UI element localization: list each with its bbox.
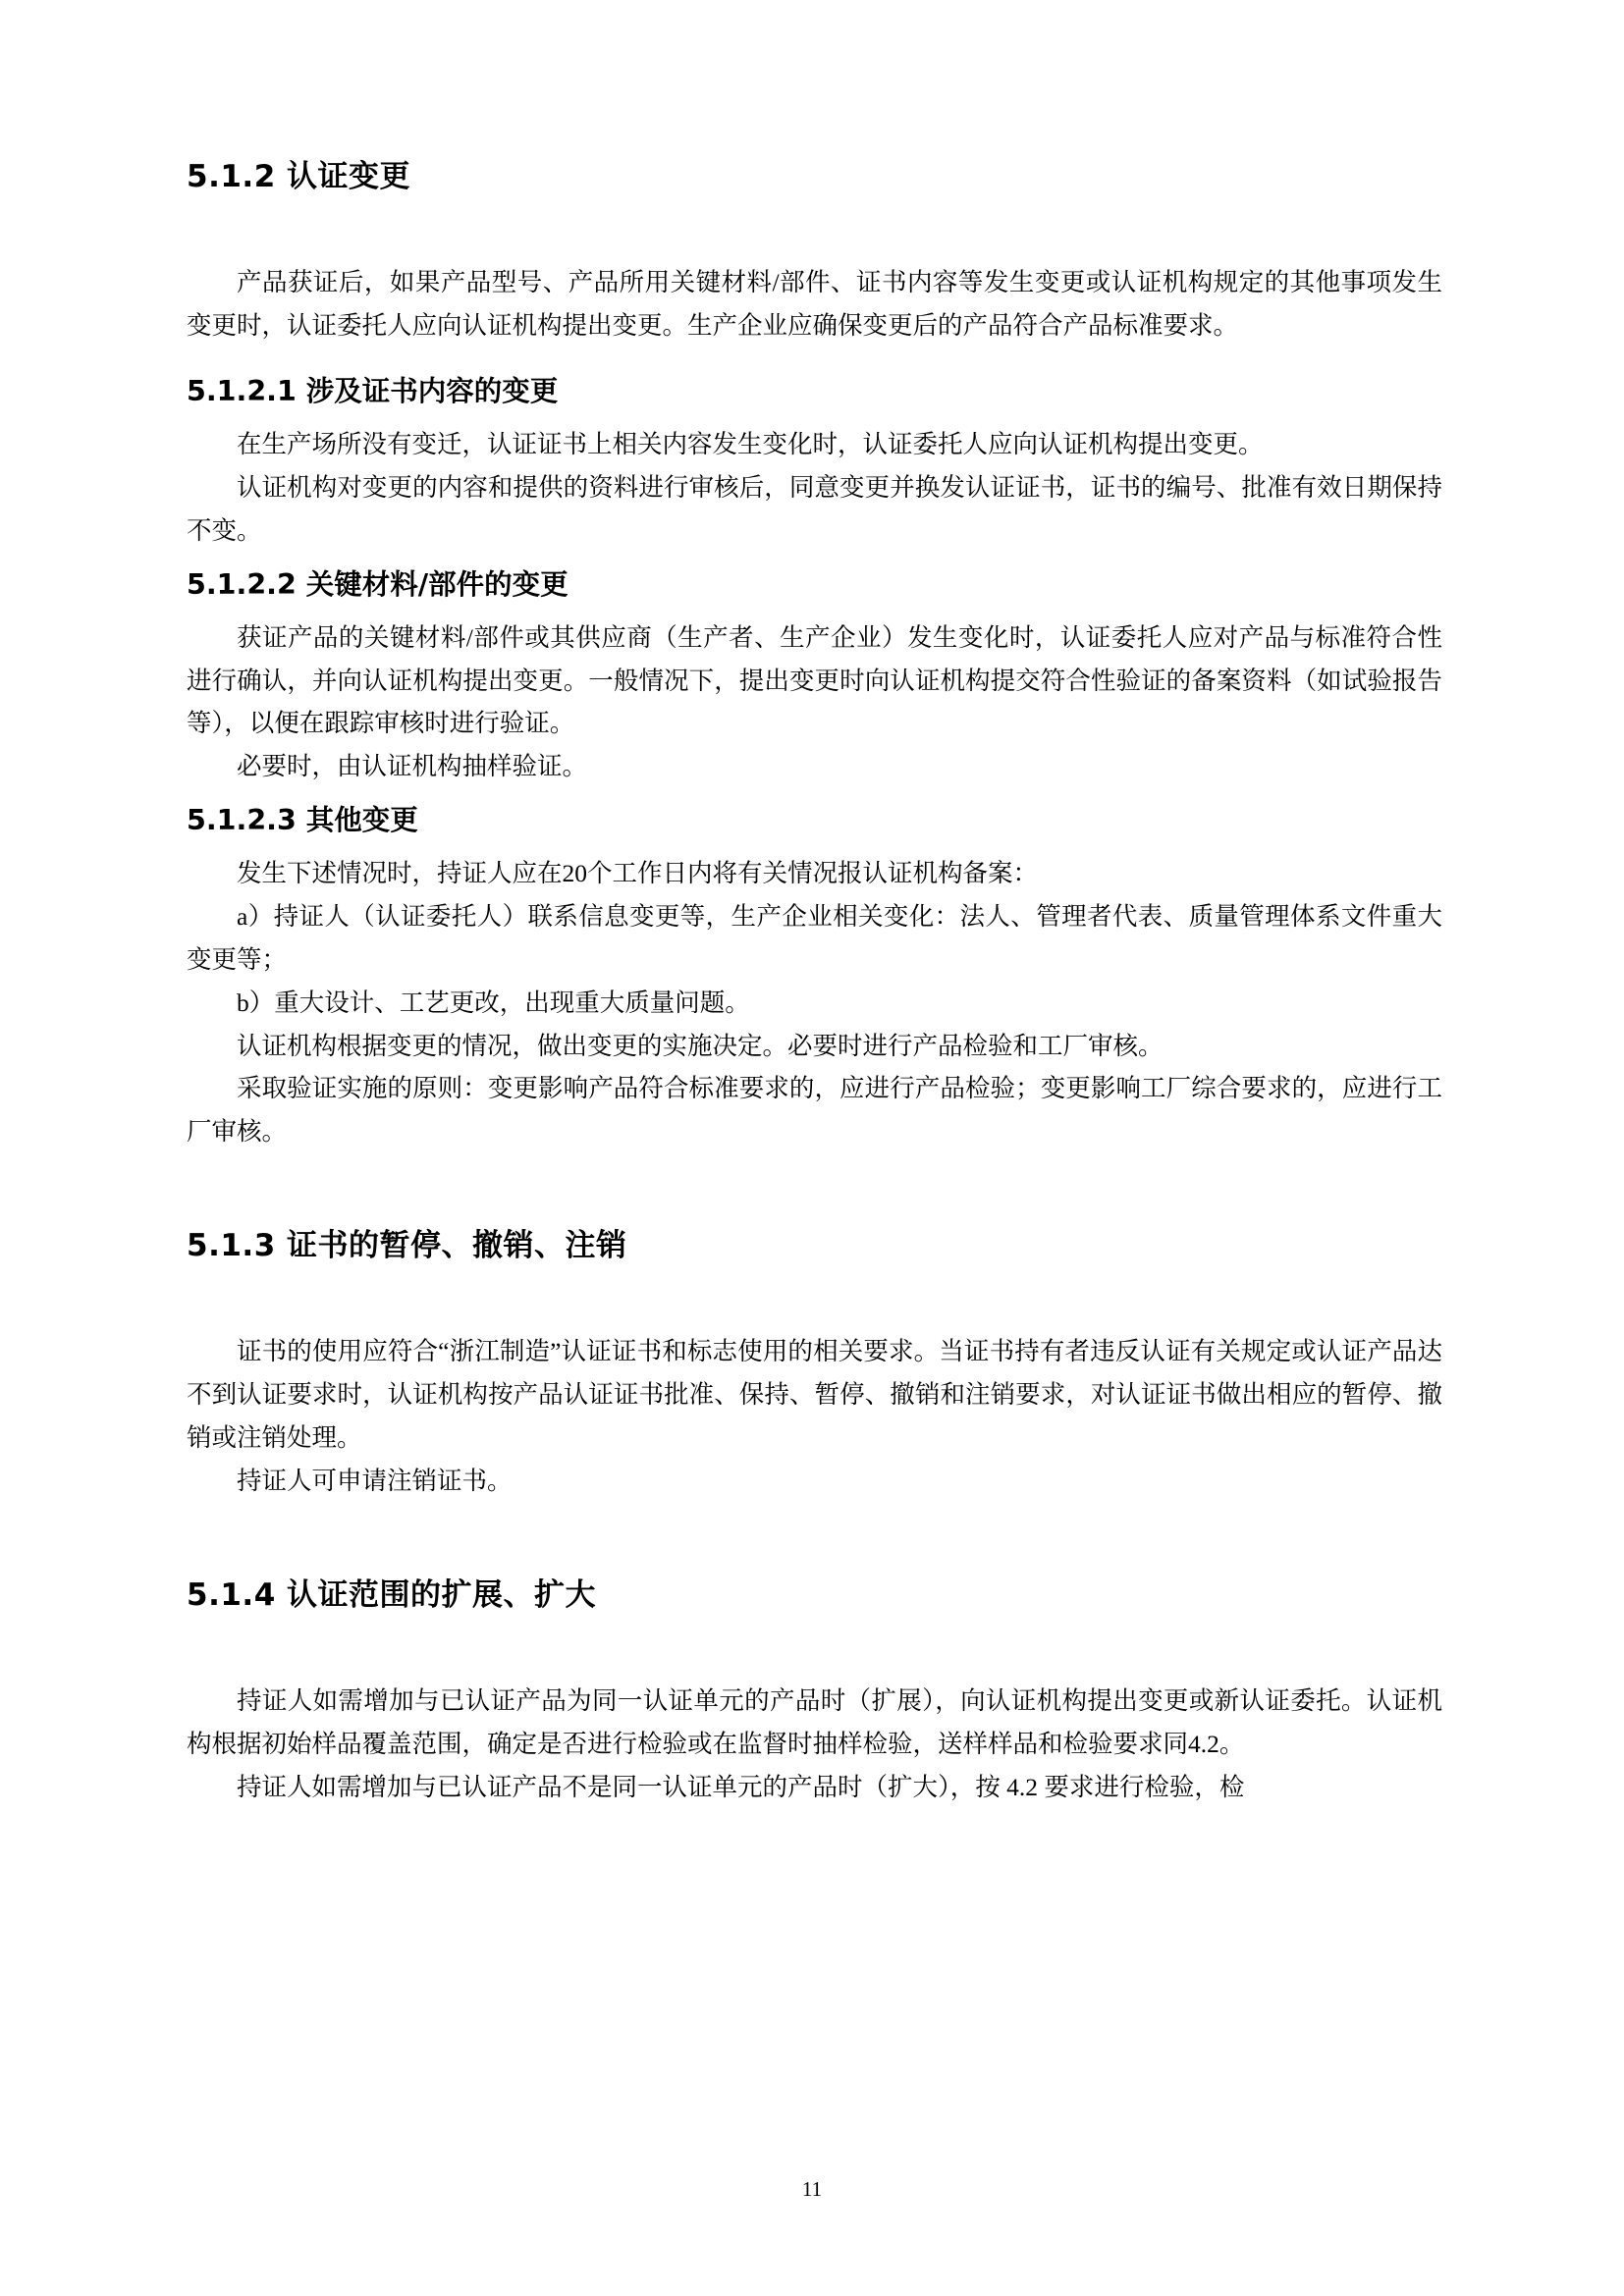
- heading-5-1-2: 5.1.2 认证变更: [187, 159, 411, 194]
- paragraph: 在生产场所没有变迁，认证证书上相关内容发生变化时，认证委托人应向认证机构提出变更。: [237, 430, 1264, 459]
- heading-5-1-2-2: 5.1.2.2 关键材料/部件的变更: [187, 567, 568, 601]
- heading-5-1-2-1: 5.1.2.1 涉及证书内容的变更: [187, 375, 559, 408]
- paragraph: 认证机构对变更的内容和提供的资料进行审核后，同意变更并换发认证证书，证书的编号、批准有效日期保持不变。: [187, 472, 1442, 545]
- heading-5-1-3: 5.1.3 证书的暂停、撤销、注销: [187, 1228, 627, 1264]
- page-number: 11: [801, 2177, 823, 2201]
- heading-5-1-2-3: 5.1.2.3 其他变更: [187, 804, 418, 837]
- paragraph: 采取验证实施的原则：变更影响产品符合标准要求的，应进行产品检验；变更影响工厂综合要求的，应进行工厂审核。: [187, 1074, 1442, 1147]
- paragraph: 发生下述情况时，持证人应在20个工作日内将有关情况报认证机构备案：: [237, 859, 1039, 888]
- paragraph: 认证机构根据变更的情况，做出变更的实施决定。必要时进行产品检验和工厂审核。: [237, 1031, 1164, 1060]
- heading-5-1-4: 5.1.4 认证范围的扩展、扩大: [187, 1576, 597, 1613]
- paragraph: 持证人如需增加与已认证产品不是同一认证单元的产品时（扩大），按 4.2 要求进行检验，检: [237, 1772, 1245, 1801]
- paragraph: 持证人可申请注销证书。: [237, 1467, 513, 1496]
- paragraph: 必要时，由认证机构抽样验证。: [237, 752, 588, 781]
- paragraph: 持证人如需增加与已认证产品为同一认证单元的产品时（扩展），向认证机构提出变更或新认证委托。认证机构根据初始样品覆盖范围，确定是否进行检验或在监督时抽样检验，送样样品和检验要求同4.2。: [187, 1686, 1442, 1759]
- paragraph: 获证产品的关键材料/部件或其供应商（生产者、生产企业）发生变化时，认证委托人应对产品与标准符合性进行确认，并向认证机构提出变更。一般情况下，提出变更时向认证机构提交符合性验证的备案资料（如试验报告等），以便在跟踪审核时进行验证。: [187, 622, 1442, 738]
- document-body: [187, 157, 1442, 1809]
- paragraph: 产品获证后，如果产品型号、产品所用关键材料/部件、证书内容等发生变更或认证机构规定的其他事项发生变更时，认证委托人应向认证机构提出变更。生产企业应确保变更后的产品符合产品标准要求。: [187, 268, 1442, 341]
- paragraph: a）持证人（认证委托人）联系信息变更等，生产企业相关变化：法人、管理者代表、质量管理体系文件重大变更等；: [187, 902, 1442, 974]
- paragraph: 证书的使用应符合“浙江制造”认证证书和标志使用的相关要求。当证书持有者违反认证有关规定或认证产品达不到认证要求时，认证机构按产品认证证书批准、保持、暂停、撤销和注销要求，对认证证书做出相应的暂停、撤销或注销处理。: [187, 1337, 1442, 1453]
- paragraph: b）重大设计、工艺更改，出现重大质量问题。: [237, 988, 750, 1017]
